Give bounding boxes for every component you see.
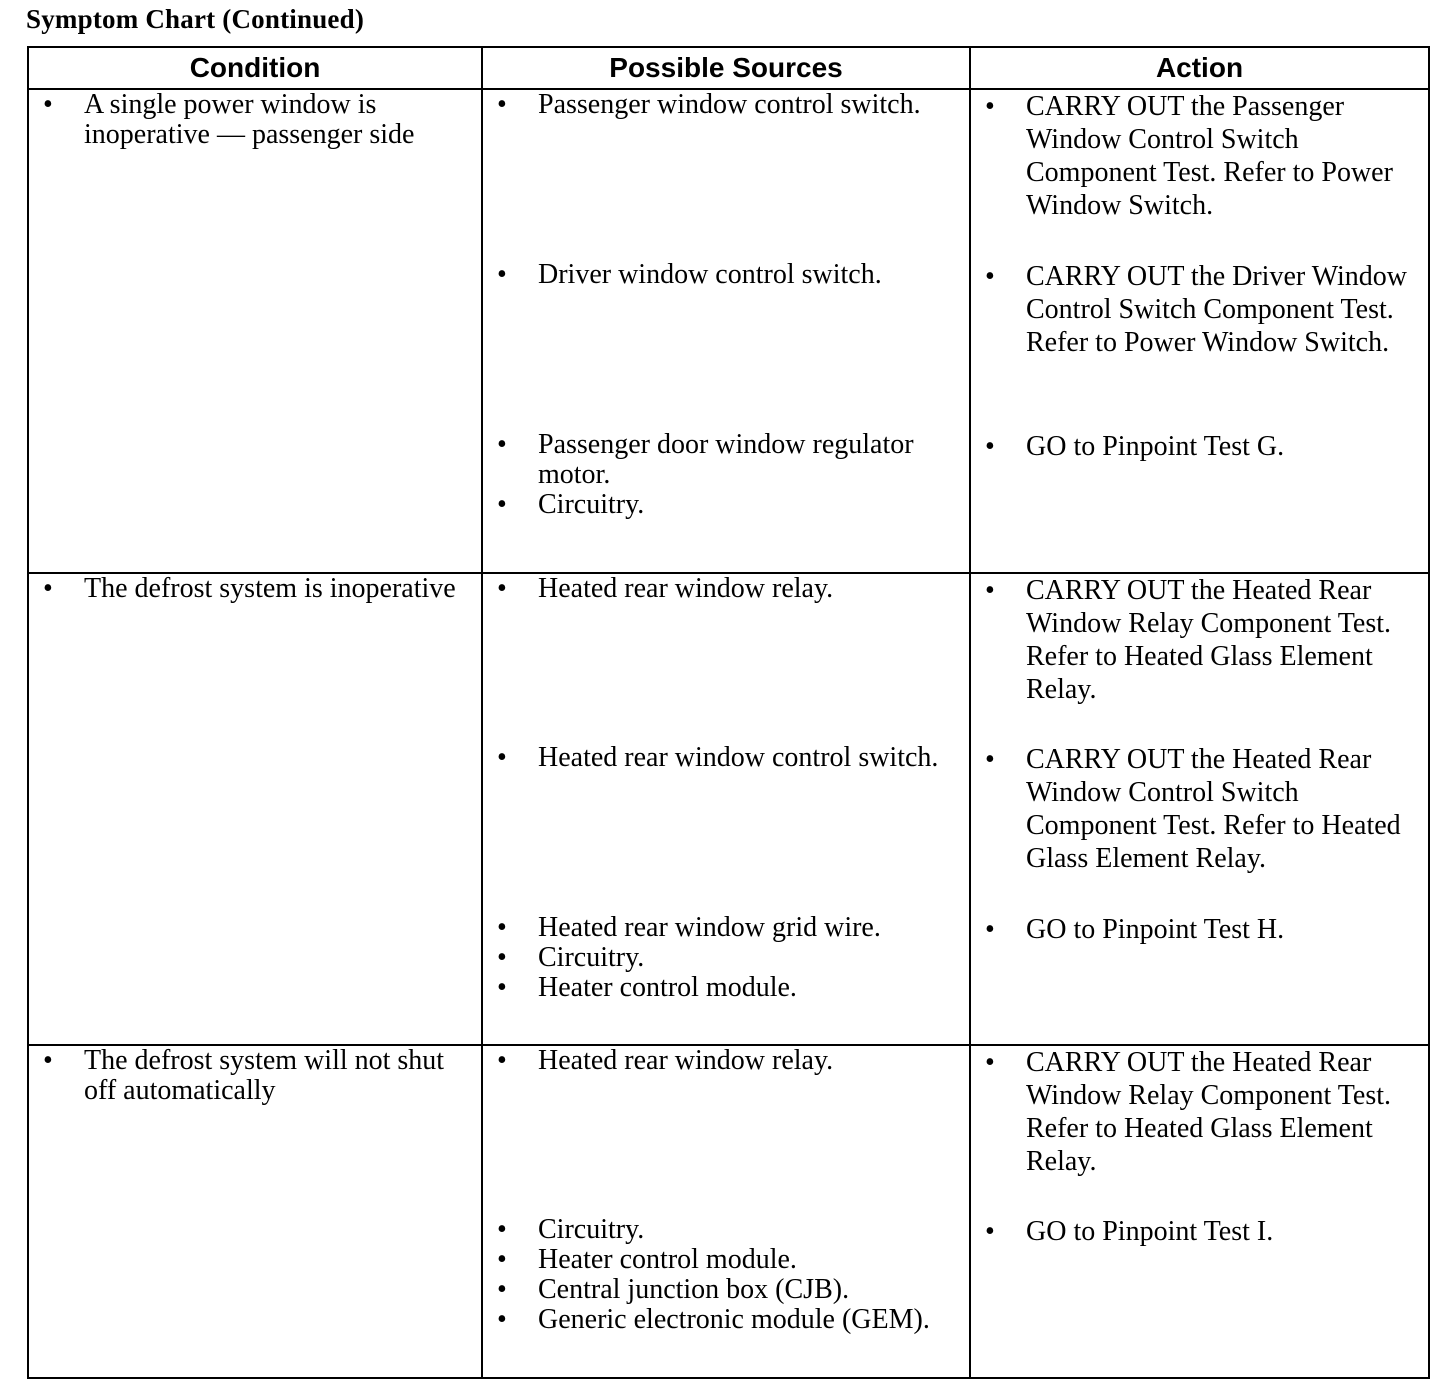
action-text: • CARRY OUT the Heated Rear Window Control Switch Component Test. Refer to Heated Glass Element Relay.	[971, 743, 1428, 875]
action-text: • CARRY OUT the Passenger Window Control Switch Component Test. Refer to Power Window Switch.	[971, 90, 1428, 222]
source-item: • Central junction box (CJB).	[483, 1275, 969, 1305]
source-item: • Heater control module.	[483, 973, 969, 1003]
condition-text: • A single power window is inoperative — passenger side	[29, 90, 481, 150]
action-cell	[970, 573, 1429, 1045]
condition-cell	[28, 1045, 482, 1378]
sources-cell	[482, 573, 970, 1045]
source-item: • Circuitry.	[483, 1215, 969, 1245]
source-item: • Generic electronic module (GEM).	[483, 1305, 969, 1335]
action-cell	[970, 1045, 1429, 1378]
source-item: • Circuitry.	[483, 943, 969, 973]
condition-cell	[28, 573, 482, 1045]
header-row	[28, 47, 1429, 89]
header-action: Action	[970, 47, 1429, 89]
action-text: • GO to Pinpoint Test I.	[971, 1215, 1428, 1248]
table-row	[28, 1045, 1429, 1378]
action-text: • CARRY OUT the Heated Rear Window Relay Component Test. Refer to Heated Glass Element Relay.	[971, 574, 1428, 706]
table-row	[28, 89, 1429, 573]
source-item: • Heated rear window grid wire.	[483, 913, 969, 943]
source-item: • Circuitry.	[483, 490, 969, 520]
source-item: • Passenger window control switch.	[483, 90, 969, 120]
action-text: • CARRY OUT the Driver Window Control Switch Component Test. Refer to Power Window Switch.	[971, 260, 1428, 359]
source-item: • Driver window control switch.	[483, 260, 969, 290]
table-row	[28, 573, 1429, 1045]
header-condition: Condition	[28, 47, 482, 89]
header-possible-sources: Possible Sources	[482, 47, 970, 89]
sources-cell	[482, 1045, 970, 1378]
condition-cell	[28, 89, 482, 573]
action-text: • GO to Pinpoint Test G.	[971, 430, 1428, 463]
condition-text: • The defrost system will not shut off automatically	[29, 1046, 481, 1106]
source-item: • Heater control module.	[483, 1245, 969, 1275]
action-cell	[970, 89, 1429, 573]
source-item: • Heated rear window relay.	[483, 1046, 969, 1076]
source-item: • Passenger door window regulator motor.	[483, 430, 969, 490]
sources-cell	[482, 89, 970, 573]
source-item: • Heated rear window control switch.	[483, 743, 969, 773]
action-text: • CARRY OUT the Heated Rear Window Relay Component Test. Refer to Heated Glass Element Relay.	[971, 1046, 1428, 1178]
action-text: • GO to Pinpoint Test H.	[971, 913, 1428, 946]
symptom-chart-table	[27, 46, 1430, 1379]
condition-text: • The defrost system is inoperative	[29, 574, 481, 604]
source-item: • Heated rear window relay.	[483, 574, 969, 604]
page-title: Symptom Chart (Continued)	[26, 4, 365, 34]
